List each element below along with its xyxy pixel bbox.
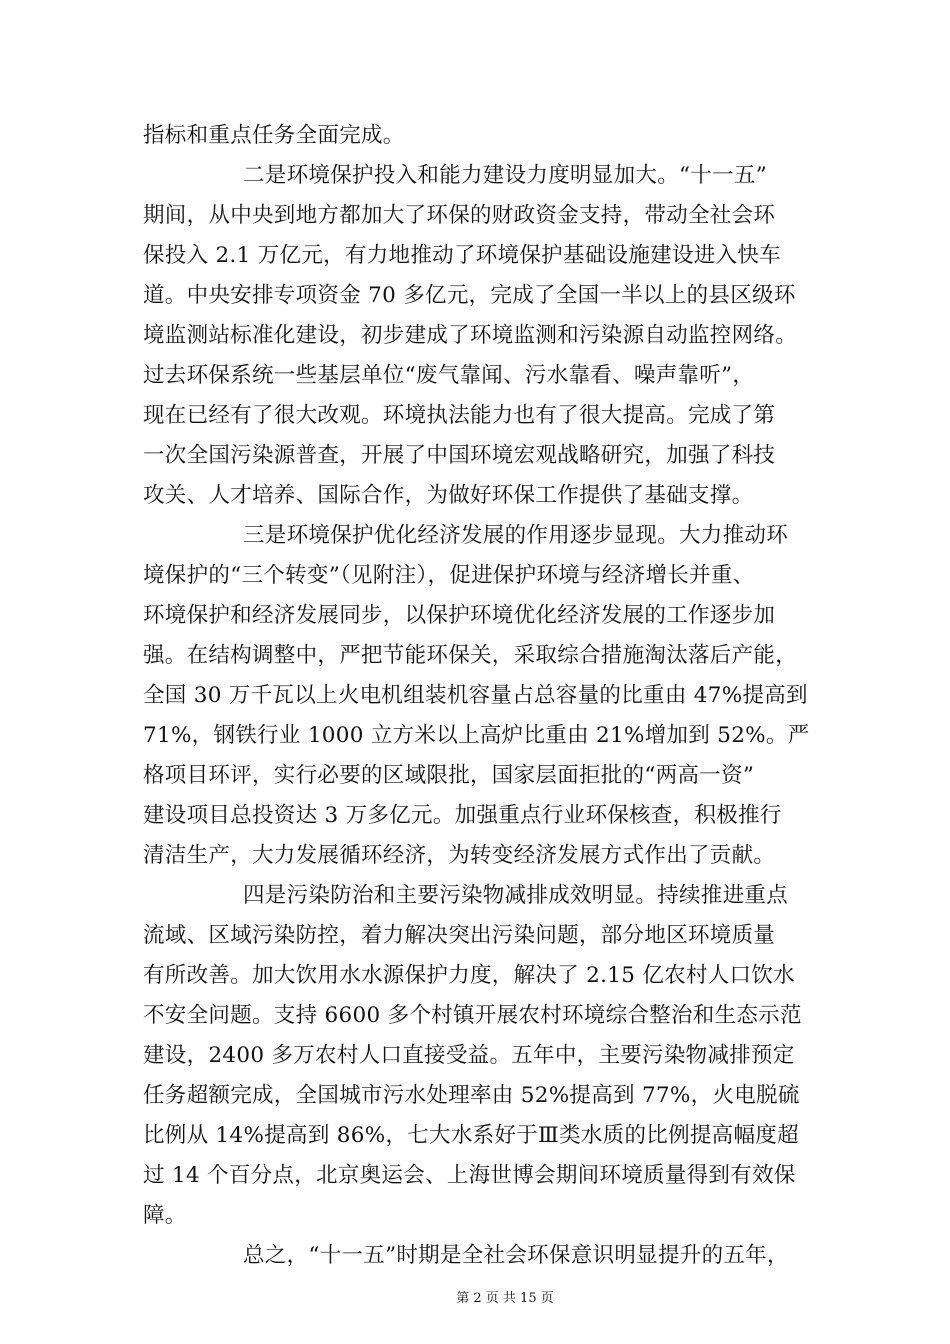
text-line: 道。中央安排专项资金 70 多亿元，完成了全国一半以上的县区级环 (143, 283, 796, 308)
text-line: 全国 30 万千瓦以上火电机组装机容量占总容量的比重由 47%提高到 (143, 683, 808, 708)
text-line: 障。 (143, 1203, 187, 1228)
paragraph-start-line: 二是环境保护投入和能力建设力度明显加大。“十一五” (243, 163, 767, 188)
text-line: 环境保护和经济发展同步，以保护环境优化经济发展的工作逐步加 (143, 603, 776, 628)
paragraph-start-line: 三是环境保护优化经济发展的作用逐步显现。大力推动环 (243, 523, 789, 548)
text-line: 格项目环评，实行必要的区域限批，国家层面拒批的“两高一资” (143, 763, 755, 788)
paragraph-start-line: 总之，“十一五”时期是全社会环保意识明显提升的五年， (243, 1243, 789, 1268)
text-line: 指标和重点任务全面完成。 (143, 123, 405, 148)
text-line: 建设，2400 多万农村人口直接受益。五年中，主要污染物减排预定 (143, 1043, 795, 1068)
text-line: 流域、区域污染防控，着力解决突出污染问题，部分地区环境质量 (143, 923, 776, 948)
text-line: 不安全问题。支持 6600 多个村镇开展农村环境综合整治和生态示范 (143, 1003, 802, 1028)
text-line: 一次全国污染源普查，开展了中国环境宏观战略研究，加强了科技 (143, 443, 776, 468)
text-line: 过 14 个百分点，北京奥运会、上海世博会期间环境质量得到有效保 (143, 1163, 796, 1188)
text-line: 比例从 14%提高到 86%，七大水系好于Ⅲ类水质的比例提高幅度超 (143, 1123, 799, 1148)
page-number-footer: 第 2 页 共 15 页 (456, 1291, 554, 1306)
text-line: 攻关、人才培养、国际合作，为做好环保工作提供了基础支撑。 (143, 483, 754, 508)
text-line: 任务超额完成，全国城市污水处理率由 52%提高到 77%，火电脱硫 (143, 1083, 800, 1108)
text-line: 期间，从中央到地方都加大了环保的财政资金支持，带动全社会环 (143, 203, 776, 228)
paragraph-start-line: 四是污染防治和主要污染物减排成效明显。持续推进重点 (243, 883, 789, 908)
text-line: 71%，钢铁行业 1000 立方米以上高炉比重由 21%增加到 52%。严 (143, 723, 810, 748)
text-line: 清洁生产，大力发展循环经济，为转变经济发展方式作出了贡献。 (143, 843, 776, 868)
text-line: 强。在结构调整中，严把节能环保关，采取综合措施淘汰落后产能， (143, 643, 798, 668)
text-line: 境保护的“三个转变”（见附注），促进保护环境与经济增长并重、 (143, 563, 755, 588)
text-line: 建设项目总投资达 3 万多亿元。加强重点行业环保核查，积极推行 (143, 803, 782, 828)
text-line: 过去环保系统一些基层单位“废气靠闻、污水靠看、噪声靠听”， (143, 363, 755, 388)
text-line: 保投入 2.1 万亿元，有力地推动了环境保护基础设施建设进入快车 (143, 243, 781, 268)
text-line: 现在已经有了很大改观。环境执法能力也有了很大提高。完成了第 (143, 403, 776, 428)
text-line: 有所改善。加大饮用水水源保护力度，解决了 2.15 亿农村人口饮水 (143, 963, 795, 988)
text-line: 境监测站标准化建设，初步建成了环境监测和污染源自动监控网络。 (143, 323, 798, 348)
